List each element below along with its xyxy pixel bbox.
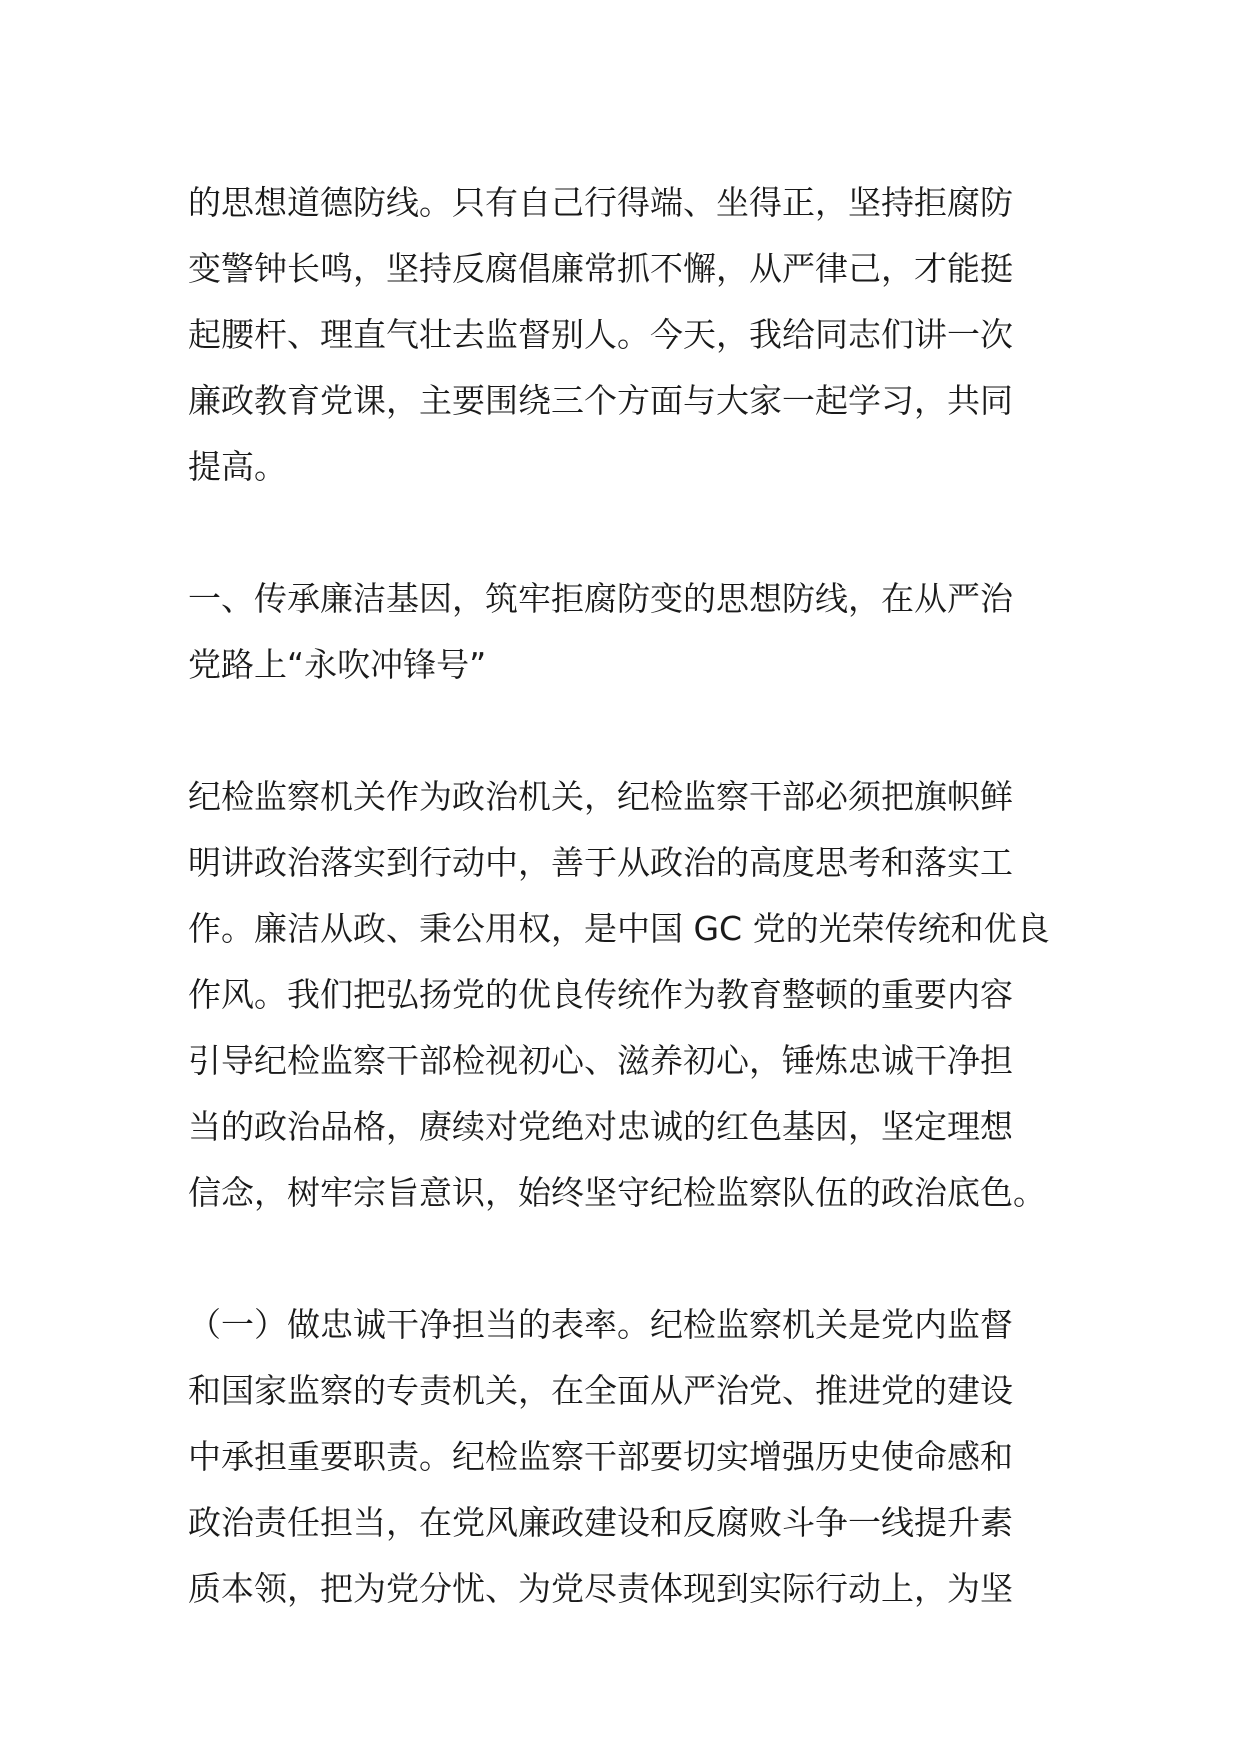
text-line: 起腰杆、理直气壮去监督别人。今天，我给同志们讲一次 bbox=[188, 315, 1013, 354]
text-line: 中承担重要职责。纪检监察干部要切实增强历史使命感和 bbox=[188, 1437, 1013, 1476]
text-line: （一）做忠诚干净担当的表率。纪检监察机关是党内监督 bbox=[188, 1305, 1013, 1344]
text-line: 当的政治品格，赓续对党绝对忠诚的红色基因，坚定理想 bbox=[188, 1107, 1013, 1146]
document-body bbox=[188, 170, 1058, 1688]
text-line: 明讲政治落实到行动中，善于从政治的高度思考和落实工 bbox=[188, 843, 1013, 882]
paragraph-intro bbox=[188, 170, 1058, 500]
text-line: 作风。我们把弘扬党的优良传统作为教育整顿的重要内容 bbox=[188, 975, 1013, 1014]
text-line: 提高。 bbox=[188, 447, 287, 486]
text-line: 作。廉洁从政、秉公用权，是中国 GC 党的光荣传统和优良 bbox=[188, 909, 1050, 948]
text-line: 政治责任担当，在党风廉政建设和反腐败斗争一线提升素 bbox=[188, 1503, 1013, 1542]
text-line: 的思想道德防线。只有自己行得端、坐得正，坚持拒腐防 bbox=[188, 183, 1013, 222]
section-heading bbox=[188, 566, 1058, 698]
text-line: 一、传承廉洁基因，筑牢拒腐防变的思想防线，在从严治 bbox=[188, 579, 1013, 618]
text-line: 纪检监察机关作为政治机关，纪检监察干部必须把旗帜鲜 bbox=[188, 777, 1013, 816]
text-line: 质本领，把为党分忧、为党尽责体现到实际行动上，为坚 bbox=[188, 1569, 1013, 1608]
paragraph-body bbox=[188, 764, 1058, 1226]
text-line: 信念，树牢宗旨意识，始终坚守纪检监察队伍的政治底色。 bbox=[188, 1173, 1046, 1212]
text-line: 变警钟长鸣，坚持反腐倡廉常抓不懈，从严律己，才能挺 bbox=[188, 249, 1013, 288]
text-line: 廉政教育党课，主要围绕三个方面与大家一起学习，共同 bbox=[188, 381, 1013, 420]
subsection-paragraph bbox=[188, 1292, 1058, 1622]
text-line: 和国家监察的专责机关，在全面从严治党、推进党的建设 bbox=[188, 1371, 1013, 1410]
text-line: 引导纪检监察干部检视初心、滋养初心，锤炼忠诚干净担 bbox=[188, 1041, 1013, 1080]
text-line: 党路上“永吹冲锋号” bbox=[188, 645, 487, 684]
